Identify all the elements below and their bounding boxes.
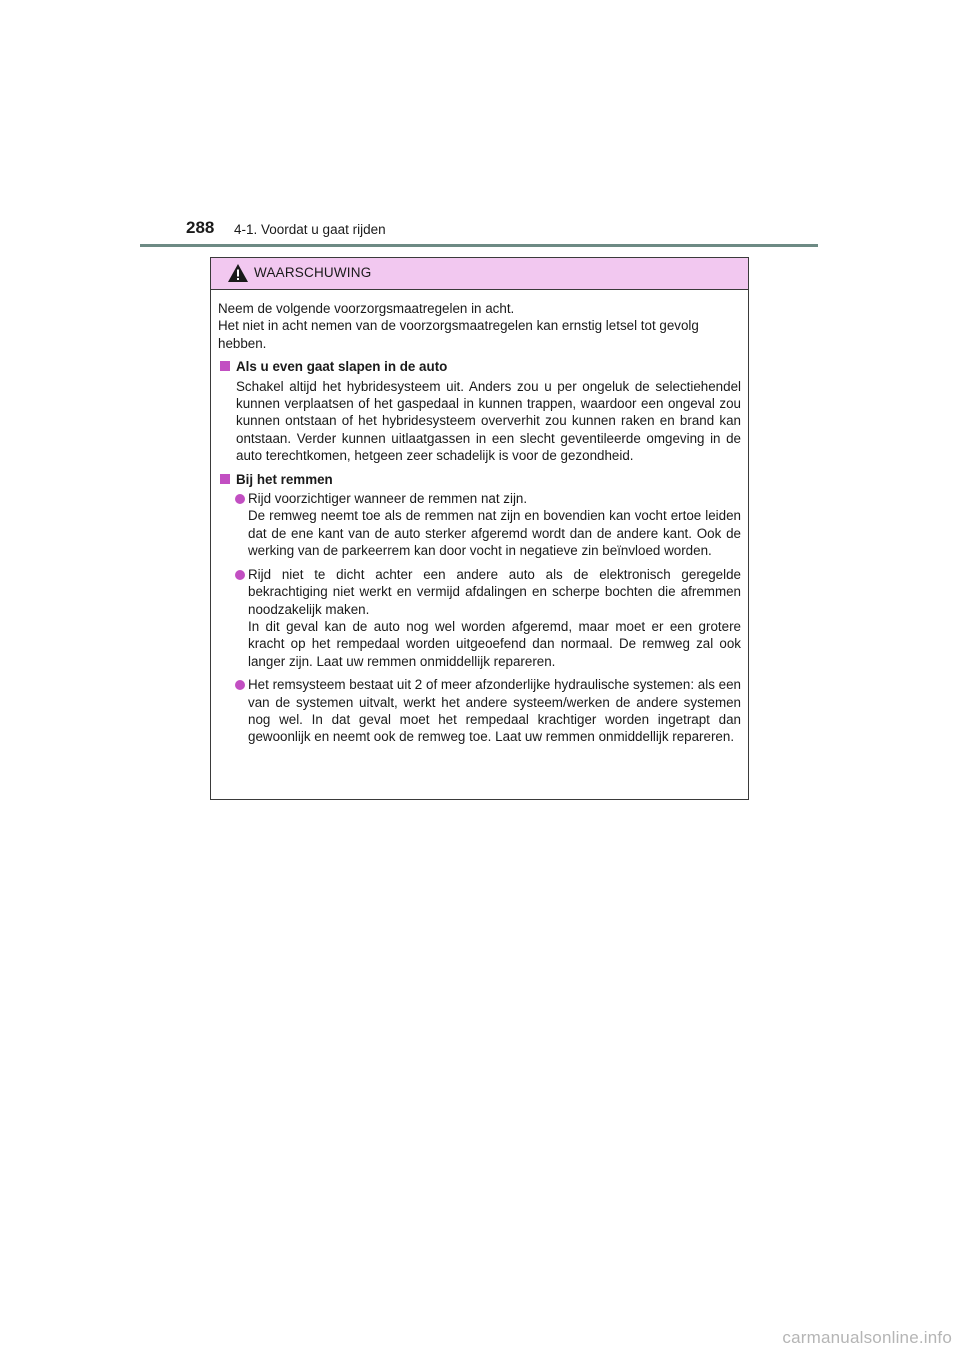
warning-box [210, 257, 749, 800]
section-text: Schakel altijd het hybridesysteem uit. Anders zou u per ongeluk de selectiehendel kunnen verplaatsen of het gaspedaal in kunnen trappen, waardoor een ongeval zou kunnen ontstaan of het hybridesysteem oververhit zou kunnen raken en brand kan ontstaan. Verder kunnen uitlaatgassen in een slecht geventileerde omgeving in de auto terechtkomen, hetgeen zeer schadelijk is voor de gezondheid. [236, 378, 741, 464]
section-heading [218, 358, 741, 375]
circle-bullet-icon [235, 494, 245, 504]
list-item [218, 566, 741, 670]
page-number: 288 [186, 218, 215, 237]
warning-intro [218, 300, 741, 352]
square-bullet-icon [220, 474, 230, 484]
section-heading [218, 471, 741, 488]
list-item [218, 676, 741, 746]
page-header [186, 218, 826, 242]
warning-header [211, 258, 748, 290]
header-divider [140, 244, 818, 247]
watermark-link[interactable]: carmanualsonline.info [782, 1328, 952, 1347]
section-title: 4-1. Voordat u gaat rijden [234, 222, 386, 237]
warning-triangle-icon [227, 263, 249, 283]
bullet-text: Rijd niet te dicht achter een andere auto als de elektronisch geregelde bekrachtiging niet werkt en vermijd afdalingen en scherpe bochten die afremmen noodzakelijk maken. [248, 566, 741, 617]
list-item [218, 490, 741, 560]
circle-bullet-icon [235, 680, 245, 690]
section-sleeping [218, 358, 741, 464]
circle-bullet-icon [235, 570, 245, 580]
bullet-text: In dit geval kan de auto nog wel worden afgeremd, maar moet er een grotere kracht op het rempedaal worden uitgeoefend dan normaal. De remweg zal ook langer zijn. Laat uw remmen onmiddellijk repareren. [248, 618, 741, 669]
section-heading-text: Bij het remmen [236, 471, 333, 487]
square-bullet-icon [220, 361, 230, 371]
section-heading-text: Als u even gaat slapen in de auto [236, 359, 448, 375]
bullet-text: Het remsysteem bestaat uit 2 of meer afzonderlijke hydraulische systemen: als een van de systemen uitvalt, werkt het andere systeem/werken de andere systemen nog wel. In dat geval moet het rempedaal krachtiger worden ingetrapt dan gewoonlijk en neemt ook de remweg toe. Laat uw remmen onmiddellijk repareren. [248, 677, 741, 745]
intro-line: Het niet in acht nemen van de voorzorgsmaatregelen kan ernstig letsel tot gevolg hebben. [218, 318, 699, 351]
bullet-text: Rijd voorzichtiger wanneer de remmen nat zijn. [248, 491, 528, 507]
intro-line: Neem de volgende voorzorgsmaatregelen in acht. [218, 301, 515, 316]
warning-title: WAARSCHUWING [254, 265, 372, 280]
bullet-text: De remweg neemt toe als de remmen nat zijn en bovendien kan vocht ertoe leiden dat de ene kant van de auto sterker afgeremd wordt dan de andere kant. Ook de werking van de parkeerrem kan door vocht in negatieve zin beïnvloed worden. [248, 508, 741, 559]
section-braking [218, 471, 741, 746]
warning-body [211, 290, 748, 746]
